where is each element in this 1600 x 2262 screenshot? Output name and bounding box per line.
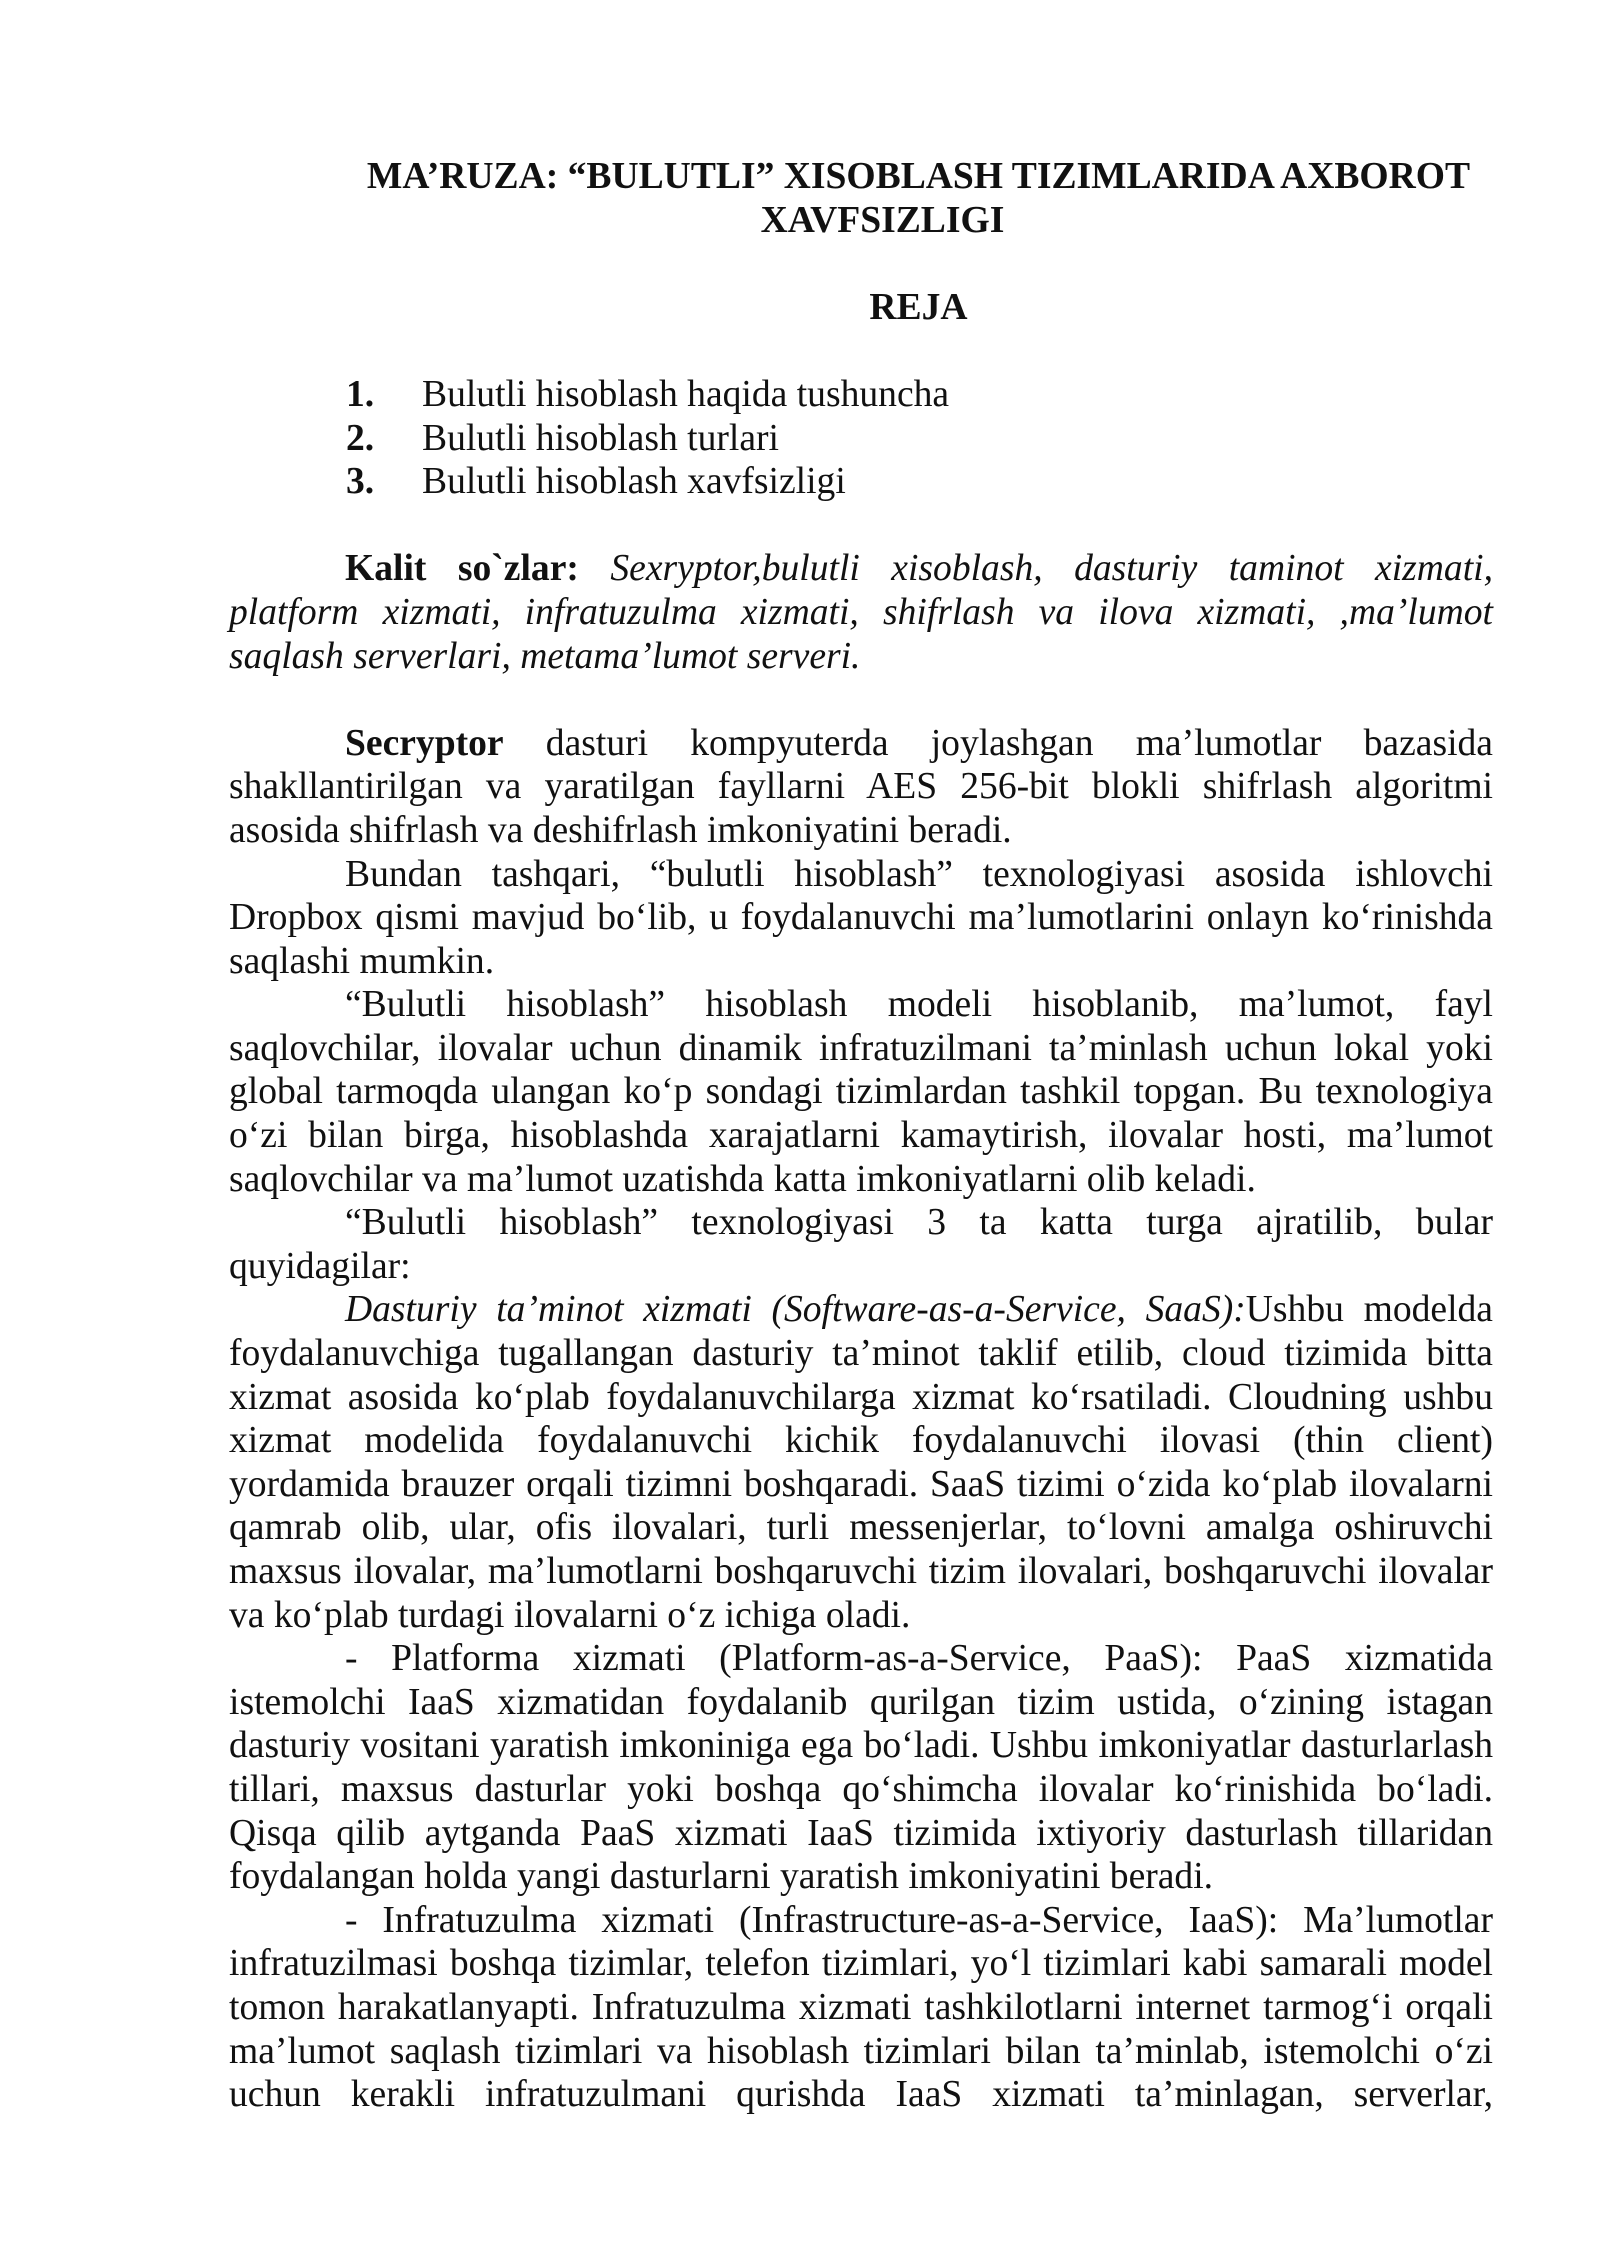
paragraph-line: va ko‘plab turdagi ilovalarni o‘z ichiga oladi. xyxy=(229,1594,911,1636)
plan-item-text: Bulutli hisoblash haqida tushuncha xyxy=(422,373,950,415)
line-text: Ushbu modelda xyxy=(1245,1289,1493,1331)
paragraph-line: “Bulutli hisoblash” texnologiyasi 3 ta katta turga ajratilib, bular xyxy=(345,1202,1493,1244)
paragraph-line: infratuzilmasi boshqa tizimlar, telefon tizimlari, yo‘l tizimlari kabi samarali model xyxy=(229,1943,1493,1985)
paragraph-cloud-types xyxy=(229,1201,1493,1288)
paragraph-secryptor xyxy=(229,722,1493,853)
paragraph-line xyxy=(229,635,1493,679)
paragraph-line xyxy=(229,1288,1493,1332)
plan-item xyxy=(229,417,1493,461)
paragraph-line: asosida shifrlash va deshifrlash imkoniyatini beradi. xyxy=(229,809,1012,851)
term-saas: Dasturiy ta’minot xizmati (Software-as-a-Service, SaaS): xyxy=(345,1289,1246,1331)
line-text: dasturi kompyuterda joylashgan ma’lumotlar bazasida xyxy=(545,722,1493,764)
plan-item-text: Bulutli hisoblash xavfsizligi xyxy=(422,461,846,503)
paragraph-line xyxy=(229,547,1493,591)
paragraph-paas xyxy=(229,1637,1493,1899)
paragraph-line: dasturiy vositani yaratish imkoniniga ega bo‘ladi. Ushbu imkoniyatlar dasturlarlash xyxy=(229,1725,1493,1767)
plan-item-number: 1. xyxy=(346,373,375,415)
keywords-text: Sexryptor,bulutli xisoblash, dasturiy taminot xizmati, xyxy=(610,548,1493,590)
blank-line xyxy=(229,504,1493,548)
paragraph-line: maxsus ilovalar, ma’lumotlarni boshqaruvchi tizim ilovalari, boshqaruvchi ilovalar xyxy=(229,1551,1493,1592)
plan-item xyxy=(229,460,1493,504)
term-secryptor: Secryptor xyxy=(345,722,504,764)
paragraph-line: quyidagilar: xyxy=(229,1245,411,1287)
paragraph-line xyxy=(229,591,1493,635)
paragraph-line: foydalanuvchiga tugallangan dasturiy ta’minot taklif etilib, cloud tizimida bitta xyxy=(229,1333,1493,1375)
paragraph-saas xyxy=(229,1288,1493,1637)
plan-item-number: 3. xyxy=(346,461,375,503)
paragraph-line: o‘zi bilan birga, hisoblashda xarajatlarni kamaytirish, ilovalar hosti, ma’lumot xyxy=(229,1115,1493,1157)
paragraph-line: Qisqa qilib aytganda PaaS xizmati IaaS tizimida ixtiyoriy dasturlash tillaridan xyxy=(229,1812,1493,1854)
paragraph-line: saqlovchilar, ilovalar uchun dinamik infratuzilmani ta’minlash uchun lokal yoki xyxy=(229,1027,1493,1069)
document-body xyxy=(229,155,1493,2117)
keywords-paragraph xyxy=(229,547,1493,678)
paragraph-line: yordamida brauzer orqali tizimni boshqaradi. SaaS tizimi o‘zida ko‘plab ilovalarni xyxy=(229,1463,1493,1505)
paragraph-dropbox xyxy=(229,853,1493,984)
paragraph-line: xizmat asosida ko‘plab foydalanuvchilarga xizmat ko‘rsatiladi. Cloudning ushbu xyxy=(229,1376,1493,1418)
paragraph-line: shakllantirilgan va yaratilgan fayllarni AES 256-bit blokli shifrlash algoritmi xyxy=(229,766,1493,808)
plan-item xyxy=(229,373,1493,417)
plan-heading: REJA xyxy=(869,286,968,328)
paragraph-line xyxy=(229,722,1493,766)
paragraph-line: global tarmoqda ulangan ko‘p sondagi tizimlardan tashkil topgan. Bu texnologiya xyxy=(229,1071,1493,1113)
document-title: MA’RUZA: “BULUTLI” XISOBLASH TIZIMLARIDA AXBOROT XAVFSIZLIGI xyxy=(366,156,1471,241)
paragraph-iaas xyxy=(229,1899,1493,2117)
paragraph-line: xizmat modelida foydalanuvchi kichik foydalanuvchi ilovasi (thin client) xyxy=(229,1420,1493,1462)
plan-item-text: Bulutli hisoblash turlari xyxy=(422,417,779,459)
blank-line xyxy=(229,242,1493,286)
paragraph-line: istemolchi IaaS xizmatidan foydalanib qurilgan tizim ustida, o‘zining istagan xyxy=(229,1681,1493,1723)
paragraph-line: Dropbox qismi mavjud bo‘lib, u foydalanuvchi ma’lumotlarini onlayn ko‘rinishda xyxy=(229,897,1493,939)
keywords-text: platform xizmati, infratuzulma xizmati, shifrlash va ilova xizmati, ,ma’lumot xyxy=(229,591,1493,633)
paragraph-line: tillari, maxsus dasturlar yoki boshqa qo‘shimcha ilovalar ko‘rinishida bo‘ladi. xyxy=(229,1768,1493,1810)
paragraph-line: “Bulutli hisoblash” hisoblash modeli hisoblanib, ma’lumot, fayl xyxy=(345,984,1493,1026)
paragraph-line: uchun kerakli infratuzulmani qurishda IaaS xizmati ta’minlagan, serverlar, xyxy=(229,2074,1493,2116)
paragraph-line: - Infratuzulma xizmati (Infrastructure-as-a-Service, IaaS): Ma’lumotlar xyxy=(345,1899,1493,1941)
paragraph-line: Bundan tashqari, “bulutli hisoblash” texnologiyasi asosida ishlovchi xyxy=(345,853,1493,895)
paragraph-line: ma’lumot saqlash tizimlari va hisoblash tizimlari bilan ta’minlab, istemolchi o‘zi xyxy=(229,2030,1493,2072)
paragraph-line: tomon harakatlanyapti. Infratuzulma xizmati tashkilotlarni internet tarmog‘i orqali xyxy=(229,1986,1493,2028)
paragraph-line: saqlovchilar va ma’lumot uzatishda katta imkoniyatlarni olib keladi. xyxy=(229,1158,1256,1200)
keywords-text: saqlash serverlari, metama’lumot serveri. xyxy=(229,635,861,677)
plan-item-number: 2. xyxy=(346,417,375,459)
paragraph-line: qamrab olib, ular, ofis ilovalari, turli messenjerlar, to‘lovni amalga oshiruvchi xyxy=(229,1507,1493,1549)
keywords-label: Kalit so`zlar: xyxy=(345,548,579,590)
blank-line xyxy=(229,329,1493,373)
paragraph-line: foydalangan holda yangi dasturlarni yaratish imkoniyatini beradi. xyxy=(229,1856,1214,1898)
plan-list xyxy=(229,373,1493,504)
blank-line xyxy=(229,678,1493,722)
paragraph-cloud-model xyxy=(229,983,1493,1201)
paragraph-line: saqlashi mumkin. xyxy=(229,940,495,982)
paragraph-line: - Platforma xizmati (Platform-as-a-Service, PaaS): PaaS xizmatida xyxy=(345,1638,1493,1680)
